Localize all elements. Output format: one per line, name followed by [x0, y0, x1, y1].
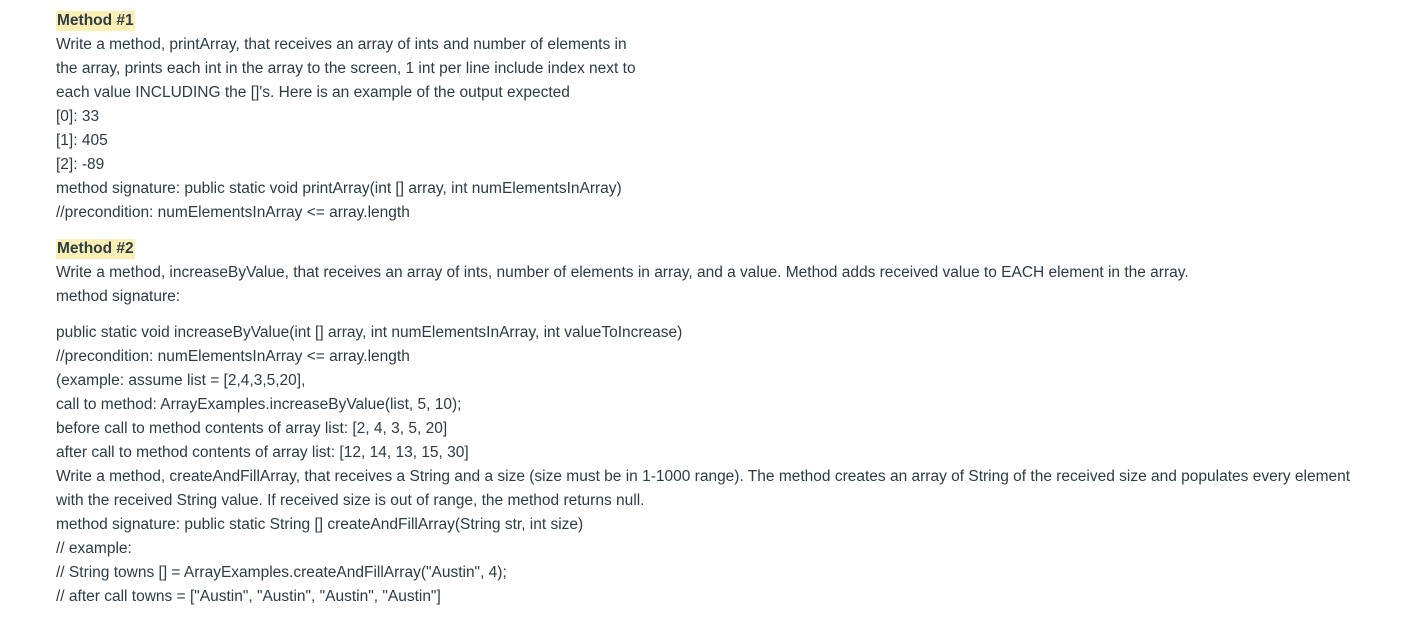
method-2-intro-line: Write a method, increaseByValue, that receives an array of ints, number of elements in array, and a value. Method adds received value to EACH element in the array.: [56, 264, 1189, 281]
method-1-line: the array, prints each int in the array to the screen, 1 int per line include index next to: [56, 60, 636, 77]
method-3-description-line: Write a method, createAndFillArray, that receives a String and a size (size must be in 1-1000 range). The method creates an array of String of the received size and populates every element: [56, 468, 1351, 485]
method-2-example-line: before call to method contents of array list: [2, 4, 3, 5, 20]: [56, 420, 448, 437]
method-1-line: each value INCLUDING the []'s. Here is an example of the output expected: [56, 84, 570, 101]
method-3-signature: method signature: public static String [] createAndFillArray(String str, int size): [56, 516, 584, 533]
method-3-example-line: // example:: [56, 540, 132, 557]
method-1-output-line: [2]: -89: [56, 156, 105, 173]
method-2-example-line: (example: assume list = [2,4,3,5,20],: [56, 372, 306, 389]
method-1-output-line: [1]: 405: [56, 132, 108, 149]
method-3-example-line: // String towns [] = ArrayExamples.createAndFillArray("Austin", 4);: [56, 564, 507, 581]
method-2-heading-line: [56, 237, 1408, 261]
section-spacer: [56, 225, 1408, 237]
method-1-heading-line: [56, 9, 1408, 33]
method-1-precondition: //precondition: numElementsInArray <= array.length: [56, 204, 410, 221]
method-2-intro-line: method signature:: [56, 288, 181, 305]
paragraph-spacer: [56, 309, 1408, 321]
method-3-description-line: with the received String value. If received size is out of range, the method returns null.: [56, 492, 645, 509]
method-2-heading: Method #2: [57, 240, 134, 257]
method-3-example-line: // after call towns = ["Austin", "Austin", "Austin", "Austin"]: [56, 588, 441, 605]
method-2-example-line: after call to method contents of array list: [12, 14, 13, 15, 30]: [56, 444, 469, 461]
method-1-line: Write a method, printArray, that receives an array of ints and number of elements in: [56, 36, 627, 53]
method-1-signature: method signature: public static void printArray(int [] array, int numElementsInArray): [56, 180, 622, 197]
method-2-example-line: call to method: ArrayExamples.increaseByValue(list, 5, 10);: [56, 396, 462, 413]
method-1-output-line: [0]: 33: [56, 108, 100, 125]
method-1-heading: Method #1: [57, 12, 134, 29]
method-2-precondition: //precondition: numElementsInArray <= array.length: [56, 348, 410, 365]
method-2-signature: public static void increaseByValue(int [] array, int numElementsInArray, int valueToIncrease): [56, 324, 683, 341]
